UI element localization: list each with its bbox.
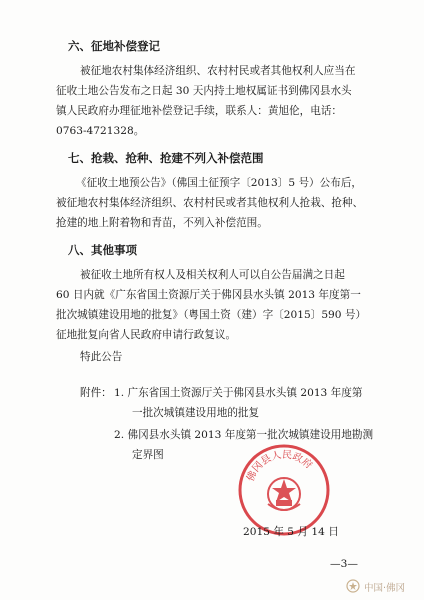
attachment-1-line-1: 1. 广东省国土资源厅关于佛冈县水头镇 2013 年度第	[114, 387, 363, 399]
attachment-2-line-2: 定界图	[132, 449, 164, 461]
closing-text: 特此公告	[80, 351, 123, 363]
section-6-line-1: 被征地农村集体经济组织、农村村民或者其他权利人应当在	[80, 65, 356, 77]
section-8-line-4: 征地批复向省人民政府申请行政复议。	[56, 329, 237, 341]
section-7-line-2: 被征地农村集体经济组织、农村村民或者其他权利人抢栽、抢种、	[56, 197, 364, 209]
attachment-2-line-1: 2. 佛冈县水头镇 2013 年度第一批次城镇建设用地勘测	[114, 429, 374, 441]
section-8-line-1: 被征收土地所有权人及相关权利人可以自公告届满之日起	[80, 269, 345, 281]
section-6-line-4: 0763-4721328。	[56, 125, 145, 137]
section-6-line-2: 征收土地公告发布之日起 30 天内持土地权属证书到佛冈县水头	[56, 85, 352, 97]
section-8-heading: 八、其他事项	[68, 243, 137, 257]
section-8-line-2: 60 日内就《广东省国土资源厅关于佛冈县水头镇 2013 年度第一	[56, 289, 361, 301]
section-7-heading: 七、抢栽、抢种、抢建不列入补偿范围	[68, 151, 264, 165]
attachment-1-line-2: 一批次城镇建设用地的批复	[132, 407, 260, 419]
document-date: 2015 年 5 月 14 日	[243, 526, 339, 538]
section-7-line-1: 《征收土地预公告》（佛国土征预字〔2013〕5 号）公布后，	[76, 177, 363, 189]
section-6-heading: 六、征地补偿登记	[68, 39, 160, 53]
section-7-line-3: 抢建的地上附着物和青苗，不列入补偿范围。	[56, 217, 268, 229]
watermark-emblem-icon	[346, 579, 360, 593]
section-6-line-3: 镇人民政府办理征地补偿登记手续，联系人：黄旭伦，电话：	[56, 105, 343, 117]
svg-text:佛冈县人民政府: 佛冈县人民政府	[245, 449, 314, 484]
page-number: —3—	[330, 558, 358, 570]
watermark-text: 中国·佛冈	[364, 583, 406, 594]
watermark-logo	[346, 578, 420, 594]
section-8-line-3: 批次城镇建设用地的批复》（粤国土资（建）字〔2015〕590 号）	[56, 309, 367, 321]
attachments-label: 附件：	[80, 387, 112, 399]
